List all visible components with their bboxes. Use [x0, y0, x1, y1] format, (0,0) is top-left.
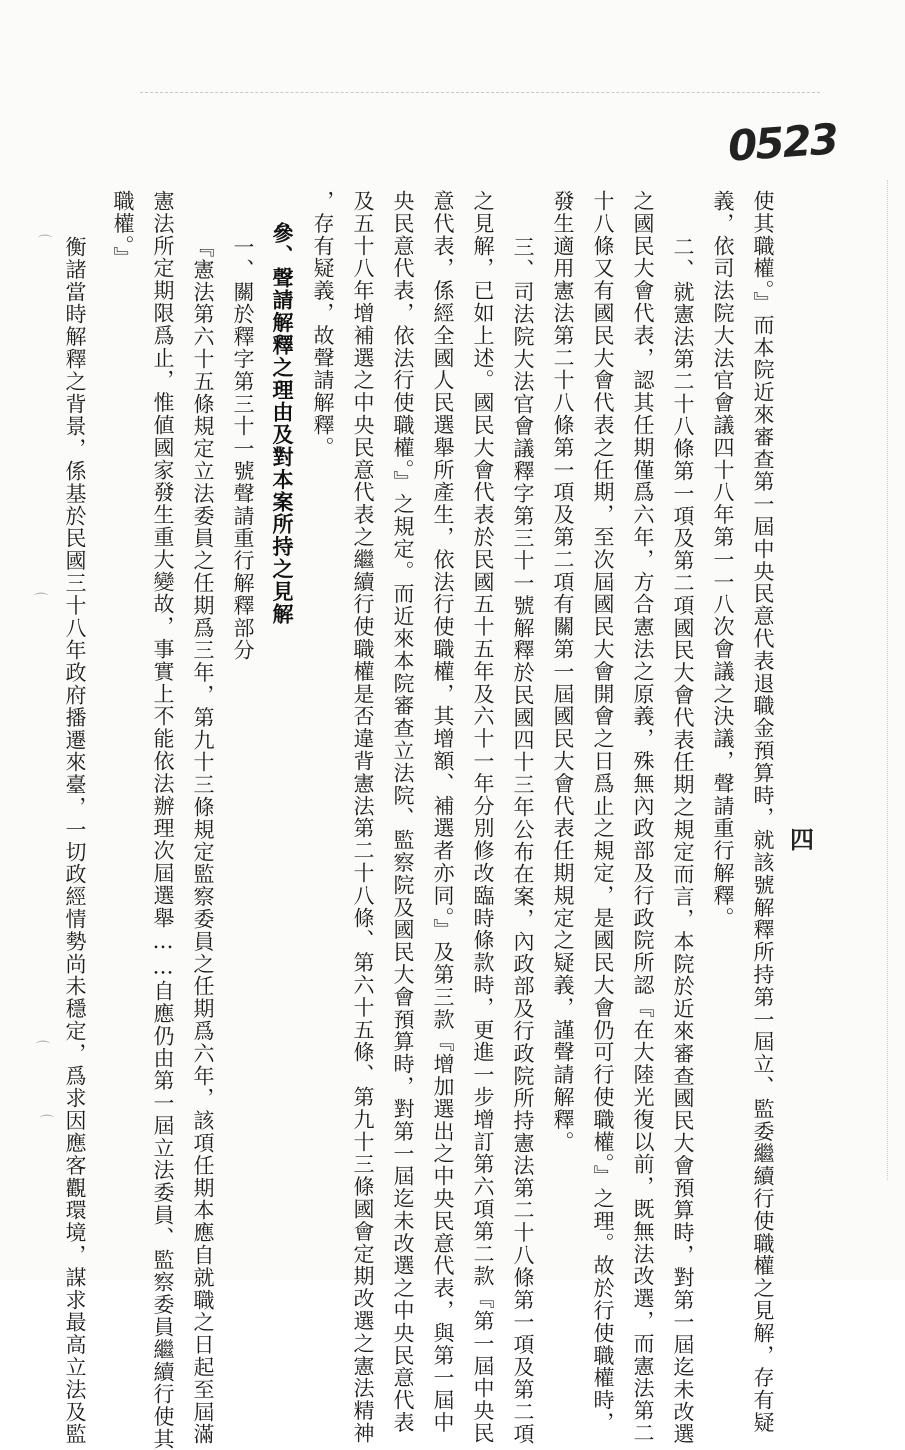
margin-mark: ⌒ — [38, 235, 52, 251]
text-column-2: 義，依司法院大法官會議四十八年第一一八次會議之決議，聲請重行解釋。 — [711, 190, 735, 930]
subsection-heading: 一、關於釋字第三十一號聲請重行解釋部分 — [231, 236, 255, 662]
text-column-11: 及五十八年增補選之中央民意代表之繼續行使職權是否違背憲法第二十八條、第六十五條、第九十三條國會定期改選之憲法精神 — [351, 190, 375, 1445]
page-number: 四 — [790, 825, 814, 854]
scan-artifact-dashes — [140, 92, 820, 95]
handwritten-page-mark: 0523 — [726, 114, 839, 171]
margin-mark: ⌒ — [40, 1115, 54, 1131]
section-heading: 參、聲請解釋之理由及對本案所持之見解 — [270, 222, 295, 626]
text-column-15: 『憲法第六十五條規定立法委員之任期爲三年，第九十三條規定監察委員之任期爲六年，該項任期本應自就職之日起至屆滿 — [191, 236, 215, 1446]
text-column-9: 意代表，係經全國人民選舉所產生，依法行使職權，其增額、補選者亦同。』及第三款『增加選出之中央民意代表，與第一屆中 — [431, 190, 455, 1434]
text-column-5: 十八條又有國民大會代表之任期，至次屆國民大會開會之日爲止之規定，是國民大會仍可行使職權。』之理。故於行使職權時， — [591, 190, 615, 1434]
text-column-8: 之見解，已如上述。國民大會代表於民國五十五年及六十一年分別修改臨時條款時，更進一步增訂第六項第二款『第一屆中央民 — [471, 190, 495, 1445]
text-column-4: 之國民大會代表，認其任期僅爲六年，方合憲法之原義，殊無內政部及行政院所認『在大陸光復以前，既無法改選，而憲法第二 — [631, 190, 655, 1445]
text-column-10: 央民意代表，依法行使職權。』之規定。而近來本院審查立法院、監察院及國民大會預算時，對第一屆迄未改選之中央民意代表 — [391, 190, 415, 1434]
text-column-6: 發生適用憲法第二十八條第一項及第二項有關第一屆國民大會代表任期規定之疑義，謹聲請解釋。 — [551, 190, 575, 1154]
text-column-12: ，存有疑義，故聲請解釋。 — [311, 190, 335, 459]
text-column-17: 職權。』 — [111, 190, 135, 270]
margin-mark: ⌒ — [36, 1041, 50, 1057]
scan-artifact-right-edge — [887, 180, 889, 1180]
text-column-18: 衡諸當時解釋之背景，係基於民國三十八年政府播遷來臺，一切政經情勢尚未穩定，爲求因應客觀環境，謀求最高立法及監 — [63, 236, 87, 1446]
text-column-1: 使其職權。』而本院近來審查第一屆中央民意代表退職金預算時，就該號解釋所持第一屆立、監委繼續行使職權之見解，存有疑 — [751, 190, 775, 1434]
margin-mark: ⌒ — [34, 593, 48, 609]
text-column-16: 憲法所定期限爲止，惟値國家發生重大變故，事實上不能依法辦理次屆選舉……自應仍由第一屆立法委員、監察委員繼續行使其 — [151, 190, 175, 1450]
text-column-3: 二、就憲法第二十八條第一項及第二項國民大會代表任期之規定而言，本院於近來審查國民大會預算時，對第一屆迄未改選 — [671, 236, 695, 1446]
text-column-7: 三、司法院大法官會議釋字第三十一號解釋於民國四十三年公布在案，內政部及行政院所持憲法第二十八條第一項及第二項 — [511, 236, 535, 1446]
